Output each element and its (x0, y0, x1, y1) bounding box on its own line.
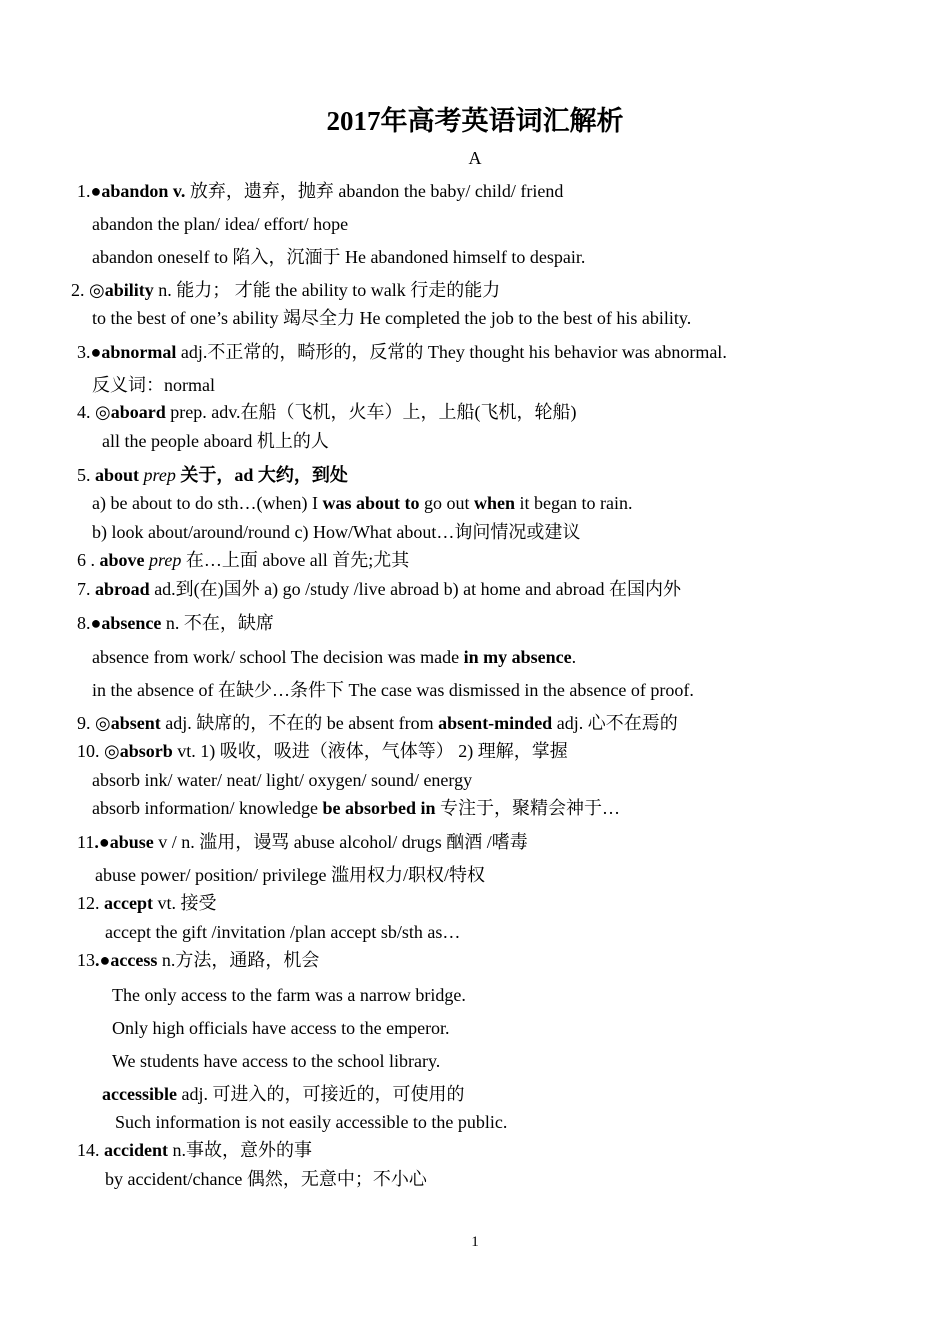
entry-text: 9. (77, 713, 95, 733)
entry-line (95, 864, 485, 886)
entry-headword: ●abandon v. (90, 181, 186, 201)
entry-text: vt. 接受 (152, 893, 217, 913)
entry-line (92, 797, 620, 819)
entry-line (77, 549, 409, 571)
entry-text: We students have access to the school library. (112, 1051, 441, 1071)
entry-line (77, 180, 563, 202)
entry-text: 12. (77, 893, 104, 913)
entry-text: 5. (77, 465, 95, 485)
entry-line (92, 307, 691, 329)
entry-line (77, 831, 528, 853)
entry-text: it began to rain. (515, 493, 633, 513)
entry-line (92, 374, 215, 396)
entry-text: Such information is not easily accessible to the public. (115, 1112, 508, 1132)
entry-text: n.事故，意外的事 (167, 1140, 312, 1160)
entry-line (102, 1083, 464, 1105)
entry-text: in the absence of 在缺少…条件下 The case was dismissed in the absence of proof. (92, 680, 694, 700)
entry-headword: was about to (322, 493, 420, 513)
entry-headword: ◎absent (95, 713, 161, 733)
entry-line (112, 984, 466, 1006)
entry-headword: above (99, 550, 145, 570)
entry-headword: accident (104, 1140, 168, 1160)
entry-text: adj. 可进入的，可接近的，可使用的 (176, 1084, 465, 1104)
entry-text: n. 不在，缺席 (161, 613, 274, 633)
entry-text: by accident/chance 偶然，无意中；不小心 (105, 1169, 427, 1189)
entry-text: v / n. 滥用，谩骂 abuse alcohol/ drugs 酗酒 /嗜毒 (153, 832, 528, 852)
entry-text: 放弃，遗弃，抛弃 abandon the baby/ child/ friend (185, 181, 564, 201)
entry-line (115, 1111, 507, 1133)
entry-text: 8. (77, 613, 91, 633)
entry-text: absence from work/ school The decision was made (92, 647, 464, 667)
entry-text: ad.到(在)国外 a) go /study /live abroad b) at home and abroad 在国内外 (149, 579, 682, 599)
entry-text: 2. (71, 280, 89, 300)
entry-line (77, 341, 727, 363)
entry-text: 7. (77, 579, 95, 599)
entry-text: n. 能力； 才能 the ability to walk 行走的能力 (153, 280, 501, 300)
entry-text: adj. 心不在焉的 (552, 713, 678, 733)
entry-line (77, 712, 678, 734)
entry-text: 4. (77, 402, 95, 422)
entry-headword: absent-minded (438, 713, 553, 733)
entry-text: a) be about to do sth…(when) I (92, 493, 323, 513)
entry-headword: ◎ability (89, 280, 154, 300)
entry-text: go out (419, 493, 474, 513)
document-title: 2017年高考英语词汇解析 (326, 106, 624, 136)
entry-line (92, 769, 472, 791)
entry-text: adj. 缺席的，不在的 be absent from (160, 713, 439, 733)
entry-line (77, 1139, 312, 1161)
entry-text: 1. (77, 181, 91, 201)
entry-text: 反义词：normal (92, 375, 215, 395)
entry-headword: be absorbed in (322, 798, 436, 818)
entry-text: 13 (77, 950, 95, 970)
entry-line (92, 246, 585, 268)
entry-text: Only high officials have access to the emperor. (112, 1018, 450, 1038)
entry-line (105, 921, 460, 943)
entry-text: to the best of one’s ability 竭尽全力 He completed the job to the best of his ability. (92, 308, 692, 328)
entry-text: abandon oneself to 陷入，沉湎于 He abandoned himself to despair. (92, 247, 586, 267)
entry-text: 10. (77, 741, 104, 761)
entry-line (92, 521, 580, 543)
entry-headword: accept (104, 893, 153, 913)
entry-line (92, 646, 576, 668)
entry-text: adj.不正常的，畸形的，反常的 They thought his behavior was abnormal. (176, 342, 727, 362)
entry-line (92, 679, 694, 701)
entry-text: 3. (77, 342, 91, 362)
entry-text: n.方法，通路，机会 (157, 950, 320, 970)
entry-text: accept the gift /invitation /plan accept sb/sth as… (105, 922, 461, 942)
entry-text: 6 . (77, 550, 100, 570)
entry-line (112, 1017, 450, 1039)
entry-line (112, 1050, 440, 1072)
entry-text: b) look about/around/round c) How/What about…询问情况或建议 (92, 522, 581, 542)
entry-headword: .●abuse (94, 832, 154, 852)
entry-text: vt. 1) 吸收，吸进（液体，气体等） 2) 理解，掌握 (172, 741, 568, 761)
entry-headword: ●abnormal (90, 342, 177, 362)
entry-line (71, 279, 500, 301)
entry-headword: in my absence (463, 647, 572, 667)
entry-line (77, 578, 681, 600)
entry-line (77, 464, 348, 486)
entry-line (102, 430, 329, 452)
entry-headword: 关于，ad 大约，到处 (175, 465, 348, 485)
entry-headword: when (473, 493, 515, 513)
entry-text: 在…上面 above all 首先;尤其 (181, 550, 410, 570)
entry-line (77, 401, 577, 423)
entry-line (77, 892, 217, 914)
entry-text: The only access to the farm was a narrow bridge. (112, 985, 466, 1005)
entry-headword: ◎aboard (95, 402, 166, 422)
entry-headword: ◎absorb (104, 741, 173, 761)
entry-pos: prep (149, 550, 182, 570)
entry-text: 11 (77, 832, 95, 852)
entry-text: prep. adv.在船（飞机，火车）上，上船(飞机，轮船) (165, 402, 577, 422)
entry-line (92, 213, 348, 235)
entry-text: . (571, 647, 577, 667)
entry-headword: accessible (102, 1084, 177, 1104)
entry-text: abuse power/ position/ privilege 滥用权力/职权/特权 (95, 865, 485, 885)
entry-line (77, 740, 568, 762)
entry-line (105, 1168, 427, 1190)
entry-headword: ●absence (90, 613, 162, 633)
section-letter: A (468, 148, 482, 168)
entry-text: 专注于，聚精会神于… (435, 798, 620, 818)
entry-headword: .●access (95, 950, 158, 970)
entry-text: absorb information/ knowledge (92, 798, 323, 818)
page-number: 1 (471, 1234, 479, 1250)
entry-text: abandon the plan/ idea/ effort/ hope (92, 214, 349, 234)
entry-text: absorb ink/ water/ neat/ light/ oxygen/ sound/ energy (92, 770, 473, 790)
entry-text: all the people aboard 机上的人 (102, 431, 329, 451)
entry-headword: abroad (95, 579, 150, 599)
entry-line (77, 612, 274, 634)
entry-line (77, 949, 319, 971)
entry-text: 14. (77, 1140, 104, 1160)
entry-headword: about (95, 465, 140, 485)
entry-pos: prep (143, 465, 176, 485)
entry-line (92, 492, 632, 514)
